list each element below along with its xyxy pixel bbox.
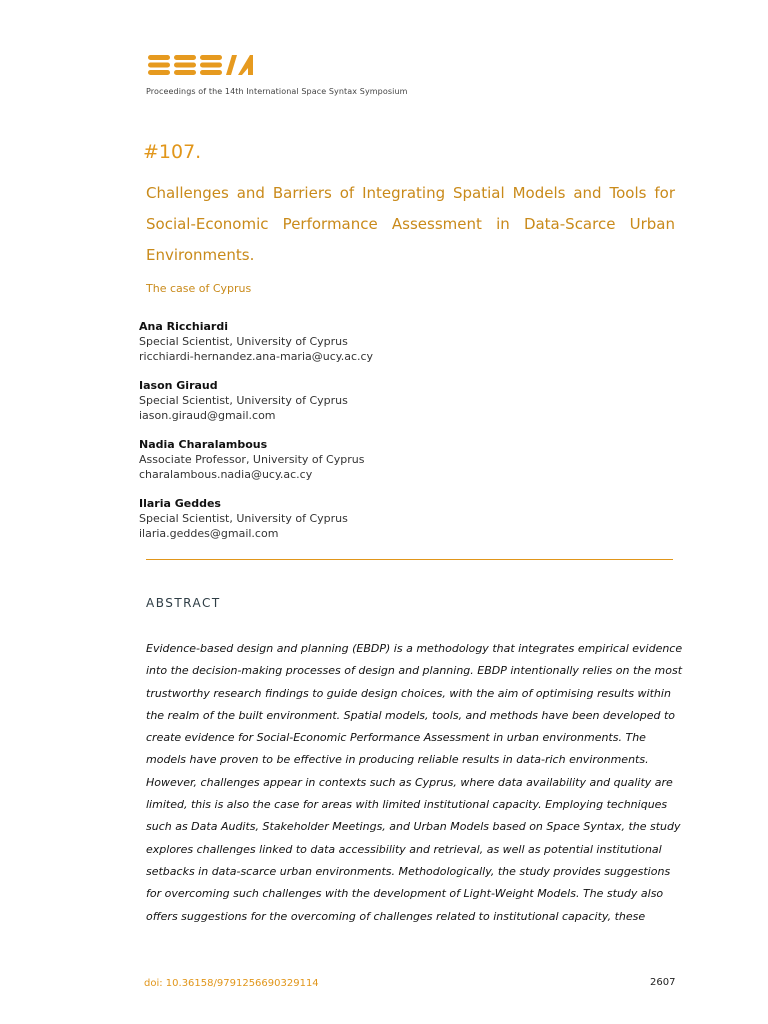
paper-number: #107.: [143, 141, 202, 163]
author-email: ricchiardi-hernandez.ana-maria@ucy.ac.cy: [139, 350, 374, 363]
abstract-line: for overcoming such challenges with the development of Light-Weight Models. The study also: [146, 887, 664, 901]
author-email: charalambous.nadia@ucy.ac.cy: [139, 468, 313, 481]
abstract-line: However, challenges appear in contexts such as Cyprus, where data availability and quality are: [146, 775, 673, 789]
abstract-line: setbacks in data-scarce urban environments. Methodologically, the study provides suggestions: [146, 864, 671, 878]
author-affiliation: Special Scientist, University of Cyprus: [139, 394, 348, 407]
abstract-line: into the decision-making processes of design and planning. EBDP intentionally relies on the most: [146, 664, 683, 678]
paper-subtitle: The case of Cyprus: [146, 282, 252, 295]
abstract-heading: ABSTRACT: [146, 596, 221, 610]
paper-title: [146, 178, 675, 271]
author-name: Ilaria Geddes: [139, 497, 221, 510]
abstract-line: explores challenges linked to data accessibility and retrieval, as well as potential institutional: [146, 842, 662, 856]
author-block: [139, 378, 373, 423]
author-name: Ana Ricchiardi: [139, 320, 228, 333]
section-divider: [146, 559, 673, 560]
author-affiliation: Special Scientist, University of Cyprus: [139, 335, 348, 348]
doi-link[interactable]: doi: 10.36158/9791256690329114: [144, 978, 319, 989]
abstract-line: offers suggestions for the overcoming of challenges related to institutional capacity, these: [146, 909, 646, 923]
author-name: Iason Giraud: [139, 379, 218, 392]
title-line: Challenges and Barriers of Integrating Spatial Models and Tools for: [146, 184, 675, 202]
author-block: [139, 496, 373, 541]
author-affiliation: Special Scientist, University of Cyprus: [139, 512, 348, 525]
author-list: [139, 319, 373, 555]
abstract-line: limited, this is also the case for areas with limited institutional capacity. Employing techniques: [146, 798, 668, 812]
author-name: Nadia Charalambous: [139, 438, 268, 451]
author-email: ilaria.geddes@gmail.com: [139, 527, 279, 540]
abstract-line: create evidence for Social-Economic Performance Assessment in urban environments. The: [146, 731, 646, 745]
abstract-body: [146, 638, 683, 928]
author-block: [139, 319, 373, 364]
proceedings-header: Proceedings of the 14th International Space Syntax Symposium: [146, 87, 408, 96]
title-line: Environments.: [146, 246, 255, 264]
author-affiliation: Associate Professor, University of Cyprus: [139, 453, 365, 466]
abstract-line: models have proven to be effective in producing reliable results in data-rich environments.: [146, 753, 649, 767]
author-email: iason.giraud@gmail.com: [139, 409, 276, 422]
abstract-line: the realm of the built environment. Spatial models, tools, and methods have been developed to: [146, 708, 676, 722]
abstract-line: trustworthy research findings to guide design choices, with the aim of optimising results within: [146, 686, 671, 700]
page-number: 2607: [650, 977, 676, 988]
title-line: Social-Economic Performance Assessment in Data-Scarce Urban: [146, 215, 675, 233]
abstract-line: such as Data Audits, Stakeholder Meetings, and Urban Models based on Space Syntax, the study: [146, 820, 681, 834]
author-block: [139, 437, 373, 482]
sss14-logo: [146, 54, 254, 76]
abstract-line: Evidence-based design and planning (EBDP) is a methodology that integrates empirical evidence: [146, 642, 683, 655]
